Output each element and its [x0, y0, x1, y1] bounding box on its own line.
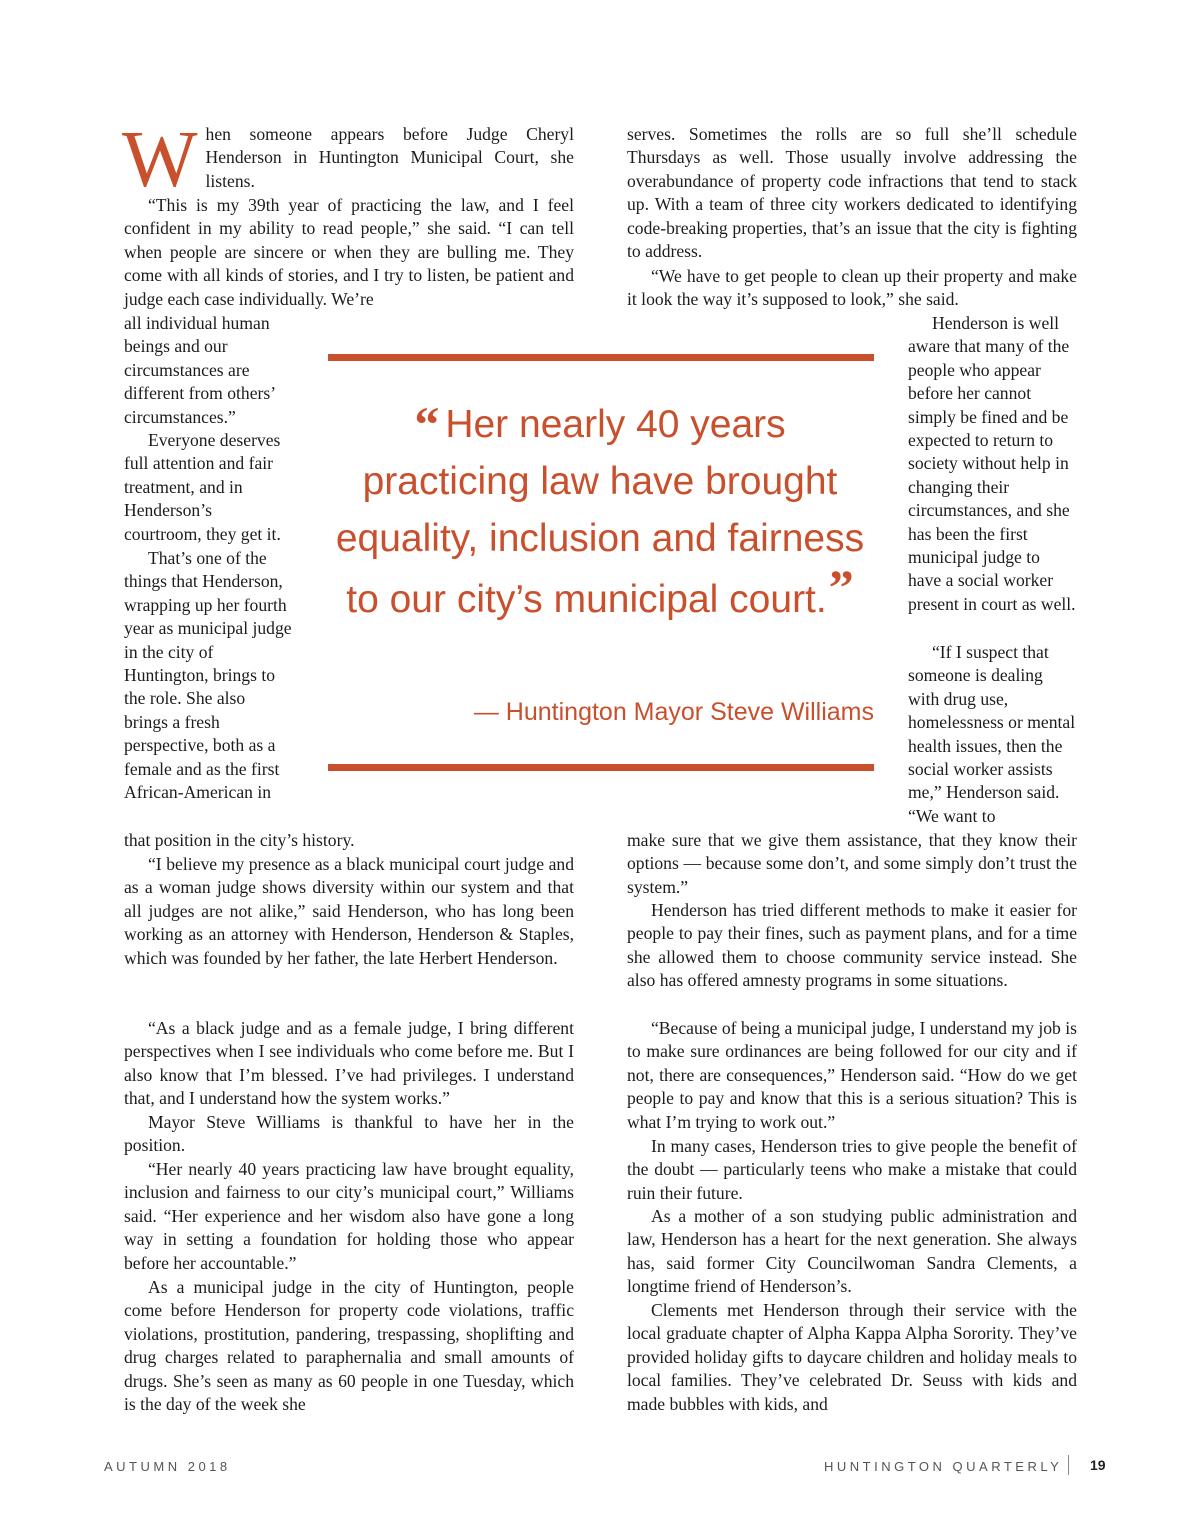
pull-quote-bottom-rule: [328, 764, 874, 771]
page-number: 19: [1090, 1457, 1106, 1473]
footer-issue: AUTUMN 2018: [104, 1459, 231, 1474]
article-paragraph: serves. Sometimes the rolls are so full she’ll schedule Thursdays as well. Those usually involve addressing the overabundance of property code infractions that tend to stack up. With a team of three city workers dedicated to identifying code-breaking properties, that’s an issue that the city is fighting to address.: [627, 124, 1077, 262]
article-paragraph: As a mother of a son studying public administration and law, Henderson has a heart for the next generation. She always has, said former City Councilwoman Sandra Clements, a longtime friend of Henderson’s.: [627, 1206, 1077, 1297]
article-paragraph-intro: [122, 116, 574, 204]
article-paragraph: “If I suspect that someone is dealing with drug use, homelessness or mental health issues, then the social worker assists me,” Henderson said. “We want to: [908, 642, 1076, 826]
intro-text: hen someone appears before Judge Cheryl Henderson in Huntington Municipal Court, she listens.: [205, 124, 574, 191]
article-paragraph: In many cases, Henderson tries to give people the benefit of the doubt — particularly teens who make a mistake that could ruin their future.: [627, 1136, 1077, 1203]
footer-magazine-name: HUNTINGTON QUARTERLY: [824, 1459, 1063, 1474]
article-paragraph: “Her nearly 40 years practicing law have brought equality, inclusion and fairness to our city’s municipal court,” Williams said. “Her experience and her wisdom also have gone a long way in setting a foundation for holding those who appear before her accountable.”: [124, 1159, 574, 1273]
pull-quote: [330, 392, 870, 628]
article-paragraph: Mayor Steve Williams is thankful to have her in the position.: [124, 1112, 574, 1156]
pull-quote-text: Her nearly 40 years practicing law have brought equality, inclusion and fairness to our city’s municipal court.: [335, 403, 865, 621]
article-paragraph: “This is my 39th year of practicing the law, and I feel confident in my ability to read people,” she said. “I can tell when people are sincere or when they are bulling me. They come with all kinds of stories, and I try to listen, be patient and judge each case individually. We’re: [124, 195, 574, 309]
article-paragraph: “As a black judge and as a female judge, I bring different perspectives when I see individuals who come before me. But I also know that I’m blessed. I’ve had privileges. I understand that, and I understand how the system works.”: [124, 1018, 574, 1109]
article-paragraph: “Because of being a municipal judge, I understand my job is to make sure ordinances are being followed for our city and if not, there are consequences,” Henderson said. “How do we get people to pay and know that this is a serious situation? This is what I’m trying to work out.”: [627, 1018, 1077, 1132]
article-paragraph: Henderson has tried different methods to make it easier for people to pay their fines, such as payment plans, and for a time she allowed them to choose community service instead. She also has offered amnesty programs in some situations.: [627, 900, 1077, 991]
article-paragraph: Everyone deserves full attention and fair treatment, and in Henderson’s courtroom, they get it.: [124, 430, 281, 544]
article-paragraph: “We have to get people to clean up their property and make it look the way it’s supposed to look,” she said.: [627, 266, 1077, 310]
close-quote-mark: ”: [828, 559, 854, 615]
article-paragraph: That’s one of the things that Henderson, wrapping up her fourth year as municipal judge in the city of Huntington, brings to the role. She also brings a fresh perspective, both as a female and as the first African-American in: [124, 548, 292, 803]
open-quote-mark: “: [414, 396, 440, 452]
article-paragraph: that position in the city’s history.: [124, 830, 355, 850]
pull-quote-top-rule: [328, 354, 874, 361]
article-paragraph: make sure that we give them assistance, that they know their options — because some don’t, and some simply don’t trust the system.”: [627, 830, 1077, 897]
article-paragraph: all individual human beings and our circumstances are different from others’ circumstances.”: [124, 313, 275, 427]
article-paragraph: Henderson is well aware that many of the people who appear before her cannot simply be fined and be expected to return to society without help in changing their circumstances, and she has been the first municipal judge to have a social worker present in court as well.: [908, 313, 1076, 614]
footer-divider: [1068, 1455, 1069, 1475]
pull-quote-attribution: — Huntington Mayor Steve Williams: [473, 698, 874, 726]
article-paragraph: As a municipal judge in the city of Huntington, people come before Henderson for property code violations, traffic violations, prostitution, pandering, trespassing, shoplifting and drug charges related to paraphernalia and small amounts of drugs. She’s seen as many as 60 people in one Tuesday, which is the day of the week she: [124, 1277, 574, 1415]
article-paragraph: “I believe my presence as a black municipal court judge and as a woman judge shows diversity within our system and that all judges are not alike,” said Henderson, who has long been working as an attorney with Henderson, Henderson & Staples, which was founded by her father, the late Herbert Henderson.: [124, 854, 574, 968]
drop-cap: W: [122, 116, 198, 204]
article-paragraph: Clements met Henderson through their service with the local graduate chapter of Alpha Kappa Alpha Sorority. They’ve provided holiday gifts to daycare children and holiday meals to local families. They’ve celebrated Dr. Seuss with kids and made bubbles with kids, and: [627, 1300, 1077, 1414]
